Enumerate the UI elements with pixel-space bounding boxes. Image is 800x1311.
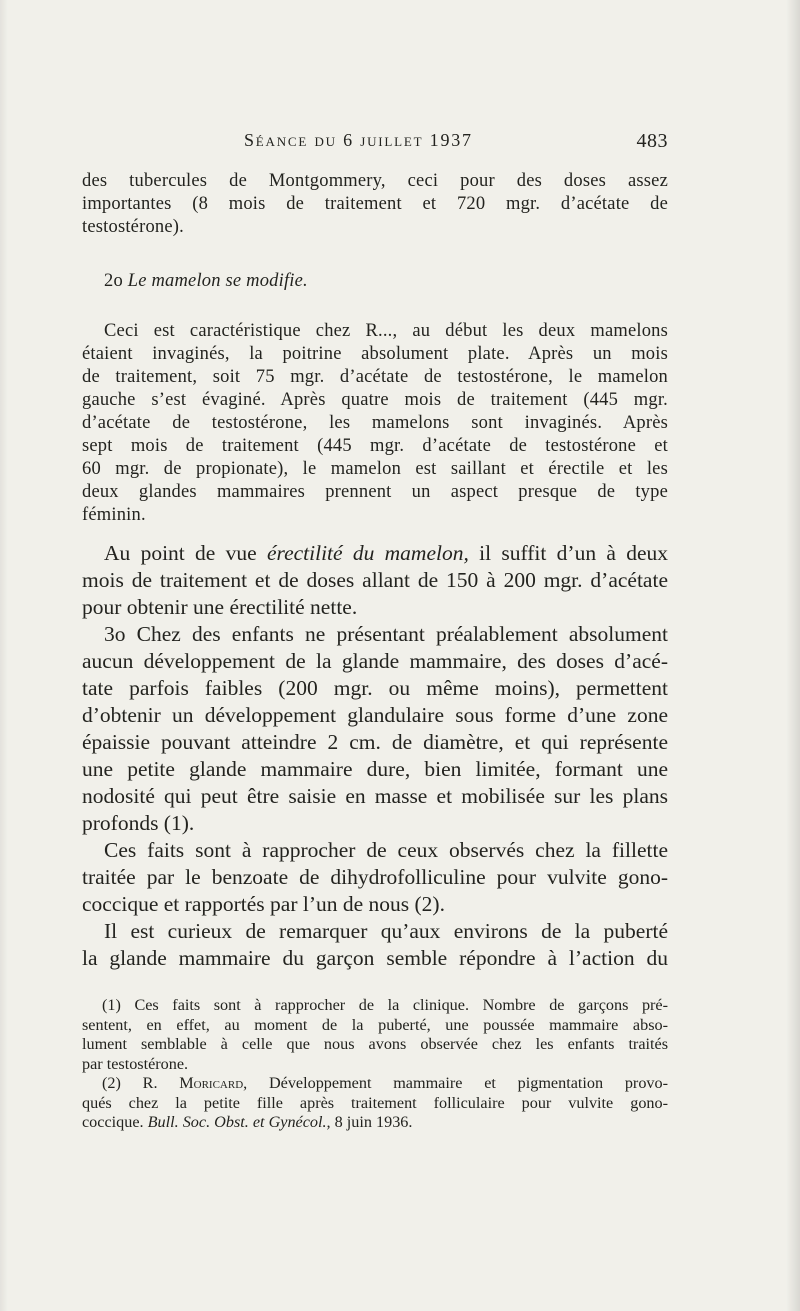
- text-line: mois de traitement et de doses allant de 150 à 200 mgr. d’acétate: [82, 568, 668, 592]
- footnote-1: [82, 996, 668, 1074]
- footnote-marker: (2): [102, 1074, 121, 1092]
- text-line: Il est curieux de remarquer qu’aux environs de la puberté: [104, 919, 668, 943]
- paragraph-mamelon: [82, 320, 668, 527]
- footnote-line: [82, 1074, 668, 1094]
- text-line: d’acétate de testostérone, les mamelons sont invaginés. Après: [82, 413, 668, 433]
- text-run: il suffit d’un à deux: [468, 541, 668, 565]
- text-line: Ces faits sont à rapprocher de ceux observés chez la fillette: [104, 838, 668, 862]
- text-line: une petite glande mammaire dure, bien limitée, formant une: [82, 757, 668, 781]
- text-line: d’obtenir un développement glandulaire sous forme d’une zone: [82, 703, 668, 727]
- footnote-text: coccique.: [82, 1113, 148, 1131]
- page-edge-shadow-right: [786, 0, 800, 1311]
- text-line: des tubercules de Montgommery, ceci pour des doses assez: [82, 171, 668, 191]
- footnotes: [82, 996, 668, 1133]
- footnote-line: sentent, en effet, au moment de la puberté, une poussée mammaire abso-: [82, 1015, 668, 1034]
- text-line: sept mois de traitement (445 mgr. d’acétate de testostérone et: [82, 436, 668, 456]
- footnote-line: par testostérone.: [82, 1054, 189, 1073]
- paragraph-puberte: [82, 918, 668, 972]
- text-line: profonds (1).: [82, 811, 195, 835]
- text-line: pour obtenir une érectilité nette.: [82, 595, 358, 619]
- paragraph-erectilite: [82, 540, 668, 621]
- section-heading-2: [82, 270, 668, 293]
- text-line: épaissie pouvant atteindre 2 cm. de diamètre, et qui représente: [82, 730, 668, 754]
- paragraph-point-3: [82, 621, 668, 837]
- text-line: de traitement, soit 75 mgr. d’acétate de testostérone, le mamelon: [82, 367, 668, 387]
- footnote-line: [82, 1113, 668, 1133]
- section-title: Le mamelon se modifie.: [127, 271, 308, 291]
- footnote-text: Ces faits sont à rapprocher de la clinique. Nombre de garçons pré-: [134, 996, 669, 1014]
- text-line: [82, 540, 668, 567]
- paragraph-fillette: [82, 837, 668, 918]
- footnote-line: qués chez la petite fille après traitement folliculaire pour vulvite gono-: [82, 1093, 668, 1112]
- footnote-author: R. Moricard,: [142, 1074, 248, 1092]
- section-number: 2o: [104, 271, 123, 291]
- page-number: 483: [636, 130, 668, 152]
- running-head: [82, 130, 668, 158]
- text-line: Ceci est caractéristique chez R..., au début les deux mamelons: [104, 321, 668, 341]
- footnote-date: 8 juin 1936.: [330, 1113, 413, 1131]
- page-edge-shadow-left: [0, 0, 8, 1311]
- text-line: 3o Chez des enfants ne présentant préalablement absolument: [104, 622, 668, 646]
- text-line: 60 mgr. de propionate), le mamelon est saillant et érectile et les: [82, 459, 668, 479]
- text-line: étaient invaginés, la poitrine absolument plate. Après un mois: [82, 344, 668, 364]
- running-title: Séance du 6 juillet 1937: [244, 130, 473, 150]
- text-line: traitée par le benzoate de dihydrofolliculine pour vulvite gono-: [82, 865, 668, 889]
- footnote-journal: Bull. Soc. Obst. et Gynécol.,: [147, 1113, 331, 1131]
- text-line: nodosité qui peut être saisie en masse et mobilisée sur les plans: [82, 784, 668, 808]
- text-line: testostérone).: [82, 217, 184, 237]
- text-line: importantes (8 mois de traitement et 720 mgr. d’acétate de: [82, 194, 668, 214]
- text-run: Au point de vue: [104, 541, 267, 565]
- footnote-text: Développement mammaire et pigmentation provo-: [247, 1074, 668, 1092]
- paragraph-continuation: [82, 170, 668, 239]
- text-line: la glande mammaire du garçon semble répondre à l’action du: [82, 946, 668, 970]
- text-line: féminin.: [82, 505, 146, 525]
- italic-term: érectilité du mamelon,: [266, 541, 469, 565]
- text-line: gauche s’est évaginé. Après quatre mois de traitement (445 mgr.: [82, 390, 668, 410]
- text-line: deux glandes mammaires prennent un aspect presque de type: [82, 482, 668, 502]
- text-line: coccique et rapportés par l’un de nous (2).: [82, 892, 445, 916]
- text-line: aucun développement de la glande mammaire, des doses d’acé-: [82, 649, 668, 673]
- footnote-2: [82, 1074, 668, 1133]
- text-line: tate parfois faibles (200 mgr. ou même moins), permettent: [82, 676, 668, 700]
- footnote-marker: (1): [102, 996, 121, 1014]
- footnote-line: lument semblable à celle que nous avons observée chez les enfants traités: [82, 1035, 668, 1053]
- footnote-line: [82, 996, 668, 1016]
